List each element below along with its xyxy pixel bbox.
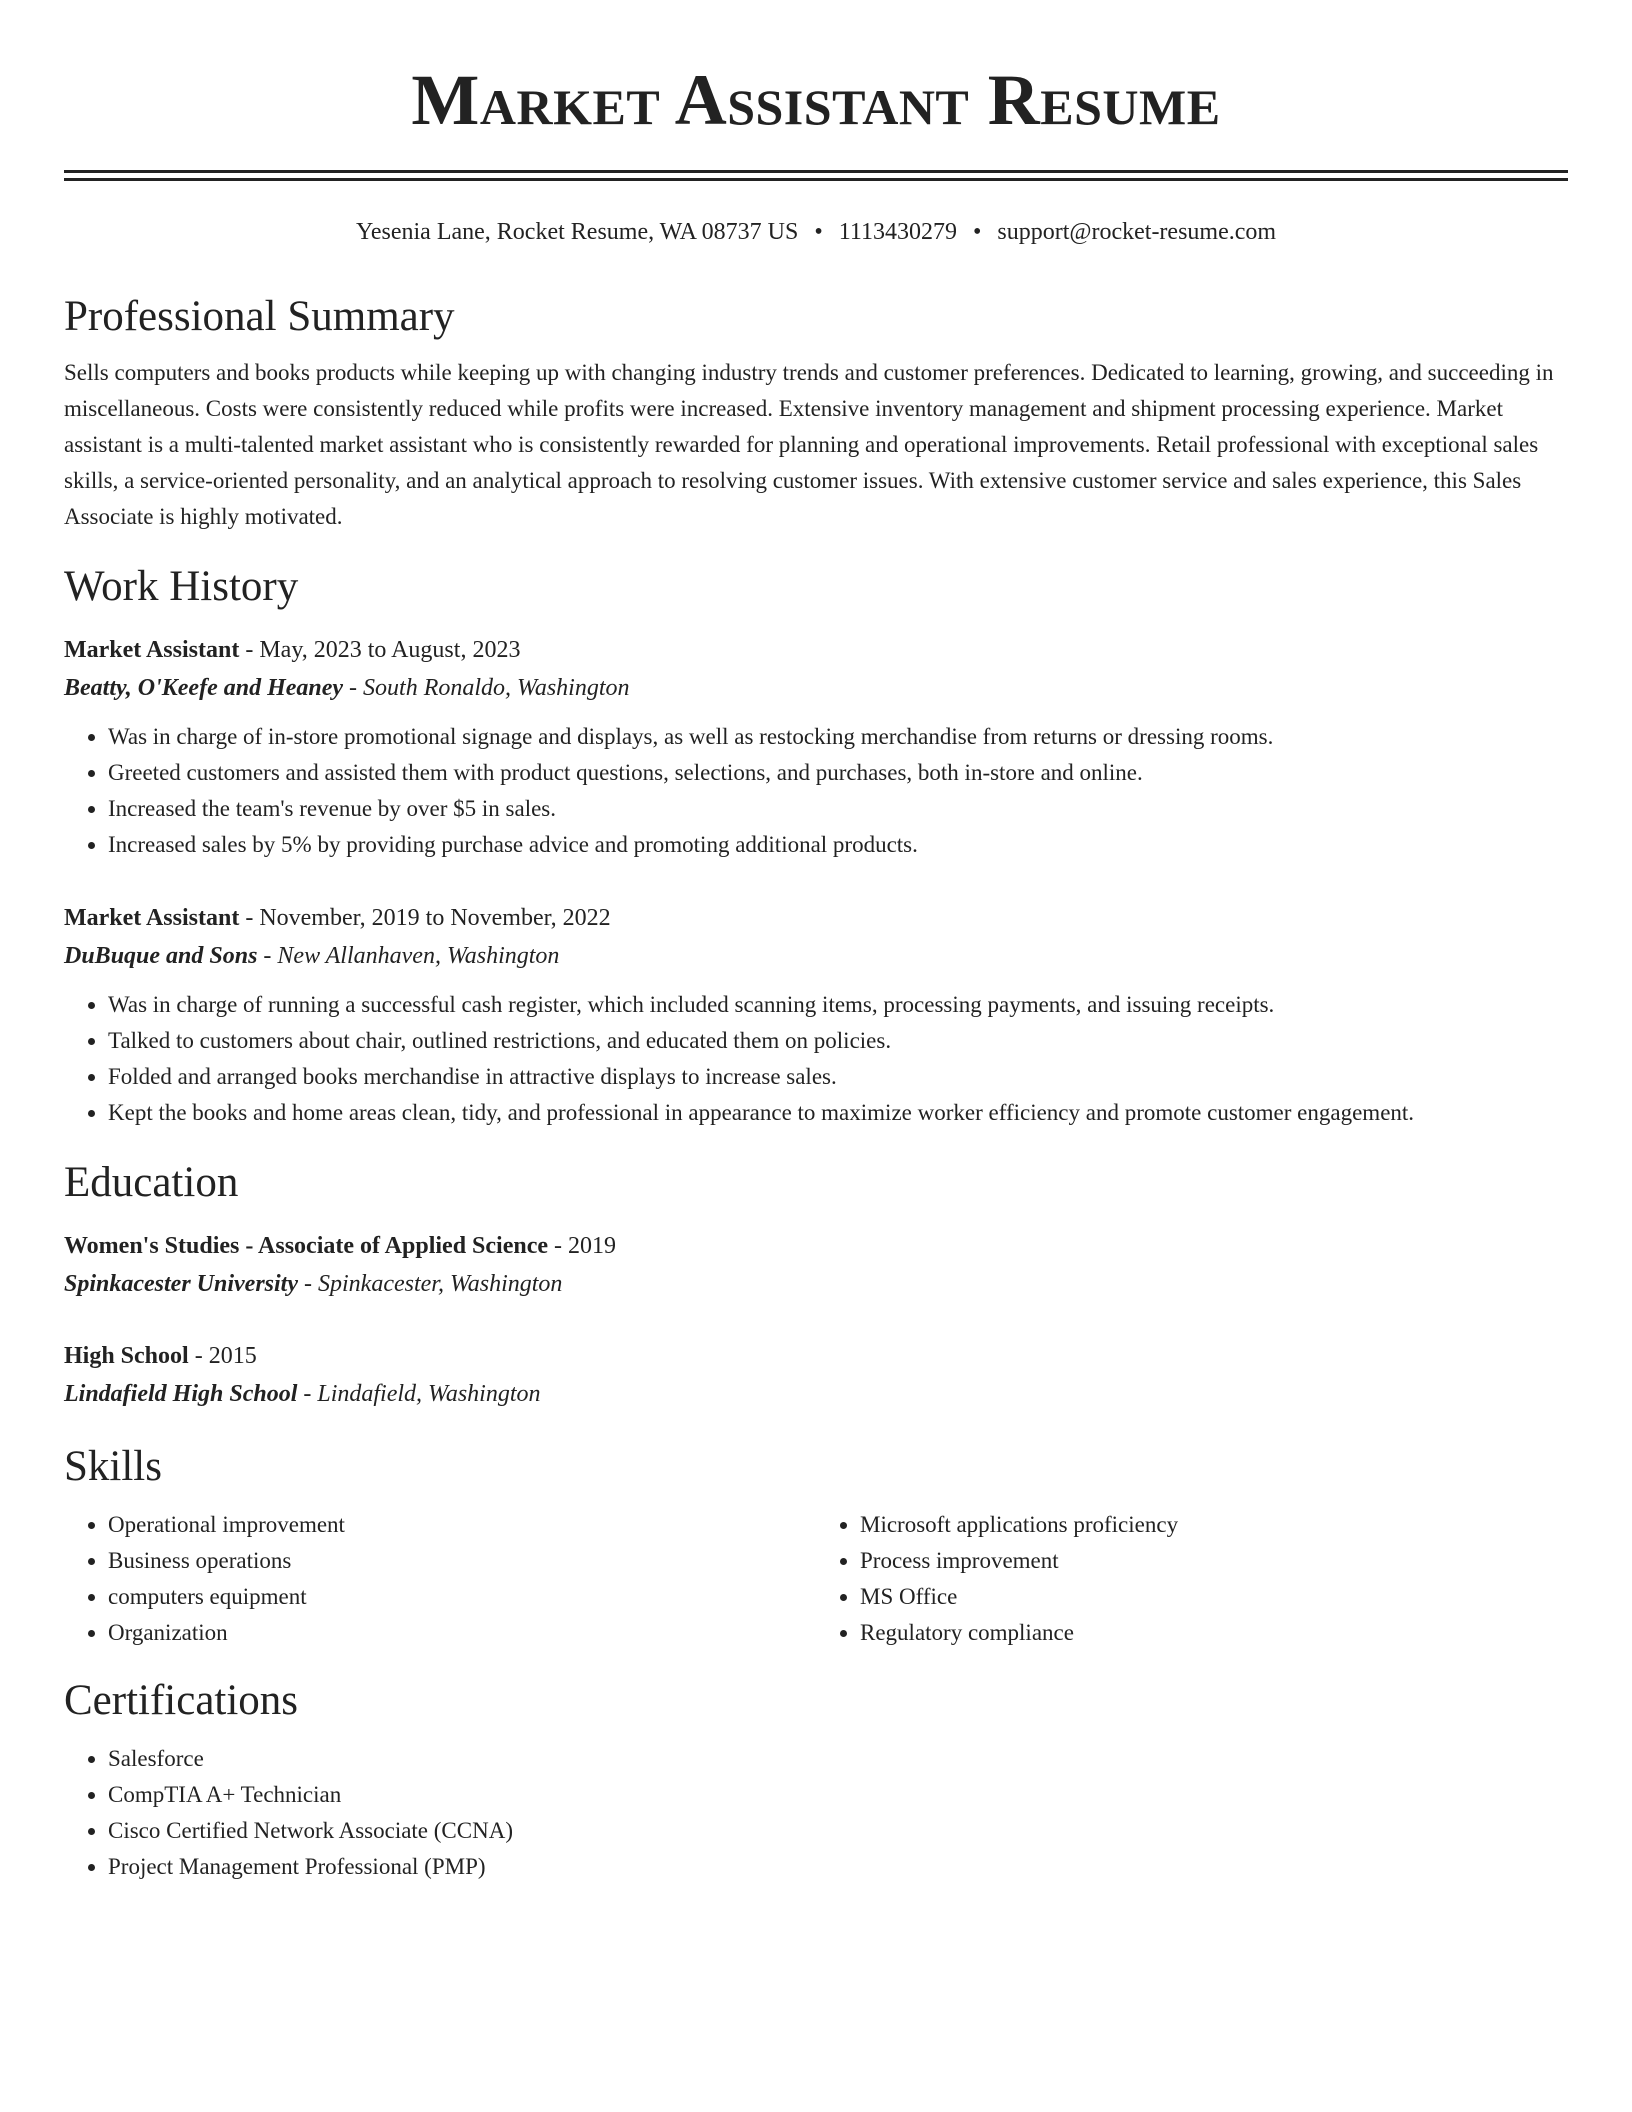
education-location: - Lindafield, Washington <box>297 1381 541 1407</box>
skill-item: • Microsoft applications proficiency <box>860 1507 1568 1543</box>
education-location: - Spinkacester, Washington <box>298 1271 563 1297</box>
job-role: Market Assistant <box>64 637 240 663</box>
title-rule-bottom <box>64 178 1568 181</box>
work-history-heading: Work History <box>64 563 299 610</box>
certification-item: • Salesforce <box>108 1741 1568 1777</box>
education-heading: Education <box>64 1159 239 1206</box>
summary-heading: Professional Summary <box>64 293 455 340</box>
job-title-line <box>64 899 1568 937</box>
job-bullet: • Was in charge of running a successful cash register, which included scanning items, processing payments, and issuing receipts. <box>108 987 1568 1023</box>
education-degree-line <box>64 1337 1568 1375</box>
education-year: - 2015 <box>188 1343 257 1369</box>
contact-separator: • <box>972 219 982 245</box>
job-bullet: • Was in charge of in-store promotional signage and displays, as well as restocking merchandise from returns or dressing rooms. <box>108 719 1568 755</box>
job-bullets <box>64 987 1568 1131</box>
education-degree: High School <box>64 1343 189 1369</box>
job-location: - South Ronaldo, Washington <box>343 675 630 701</box>
job-location: - New Allanhaven, Washington <box>257 943 560 969</box>
job-title-line <box>64 631 1568 669</box>
job-company-line <box>64 937 1568 975</box>
job-bullet: • Kept the books and home areas clean, tidy, and professional in appearance to maximize worker efficiency and promote customer engagement. <box>108 1095 1568 1131</box>
education-year: - 2019 <box>548 1233 617 1259</box>
contact-line <box>64 215 1568 249</box>
job-bullet: • Folded and arranged books merchandise in attractive displays to increase sales. <box>108 1059 1568 1095</box>
job-entry <box>64 631 1568 863</box>
job-bullet: • Greeted customers and assisted them with product questions, selections, and purchases, both in-store and online. <box>108 755 1568 791</box>
skill-item: • computers equipment <box>108 1579 816 1615</box>
skills-grid <box>64 1507 1568 1651</box>
education-school: Spinkacester University <box>64 1271 298 1297</box>
skill-item: • Organization <box>108 1615 816 1651</box>
skills-column-right <box>816 1507 1568 1651</box>
skill-item: • Regulatory compliance <box>860 1615 1568 1651</box>
job-role: Market Assistant <box>64 905 240 931</box>
education-school-line <box>64 1375 1568 1413</box>
education-entry <box>64 1337 1568 1413</box>
certification-item: • CompTIA A+ Technician <box>108 1777 1568 1813</box>
education-school-line <box>64 1265 1568 1303</box>
certifications-list <box>64 1741 1568 1885</box>
contact-phone: 1113430279 <box>838 219 957 245</box>
skills-heading: Skills <box>64 1443 162 1490</box>
skill-item: • Operational improvement <box>108 1507 816 1543</box>
job-company-line <box>64 669 1568 707</box>
certification-item: • Project Management Professional (PMP) <box>108 1849 1568 1885</box>
certification-item: • Cisco Certified Network Associate (CCNA) <box>108 1813 1568 1849</box>
certifications-heading: Certifications <box>64 1677 299 1724</box>
contact-address: Yesenia Lane, Rocket Resume, WA 08737 US <box>355 219 799 245</box>
job-company: DuBuque and Sons <box>64 943 258 969</box>
job-bullets <box>64 719 1568 863</box>
education-degree: Women's Studies - Associate of Applied Science <box>64 1233 549 1259</box>
job-bullet: • Increased sales by 5% by providing purchase advice and promoting additional products. <box>108 827 1568 863</box>
skills-column-left <box>64 1507 816 1651</box>
education-school: Lindafield High School <box>64 1381 298 1407</box>
job-bullet: • Talked to customers about chair, outlined restrictions, and educated them on policies. <box>108 1023 1568 1059</box>
skill-item: • MS Office <box>860 1579 1568 1615</box>
skill-item: • Business operations <box>108 1543 816 1579</box>
summary-text: Sells computers and books products while keeping up with changing industry trends and customer preferences. Dedicated to learning, growing, and succeeding in miscellaneous. Costs were consistently reduced while profits were increased. Extensive inventory management and shipment processing experience. Market assistant is a multi-talented market assistant who is consistently rewarded for planning and operational improvements. Retail professional with exceptional sales skills, a service-oriented personality, and an analytical approach to resolving customer issues. With extensive customer service and sales experience, this Sales Associate is highly motivated. <box>64 360 1554 529</box>
resume-title: Market Assistant Resume <box>411 60 1221 140</box>
education-entry <box>64 1227 1568 1303</box>
job-dates: - November, 2019 to November, 2022 <box>239 905 611 931</box>
job-bullet: • Increased the team's revenue by over $5 in sales. <box>108 791 1568 827</box>
contact-separator: • <box>814 219 823 245</box>
contact-email[interactable]: support@rocket-resume.com <box>997 219 1277 245</box>
education-degree-line <box>64 1227 1568 1265</box>
title-rule-top <box>64 170 1568 173</box>
job-dates: - May, 2023 to August, 2023 <box>239 637 521 663</box>
job-company: Beatty, O'Keefe and Heaney <box>64 675 344 701</box>
skill-item: • Process improvement <box>860 1543 1568 1579</box>
job-entry <box>64 899 1568 1131</box>
